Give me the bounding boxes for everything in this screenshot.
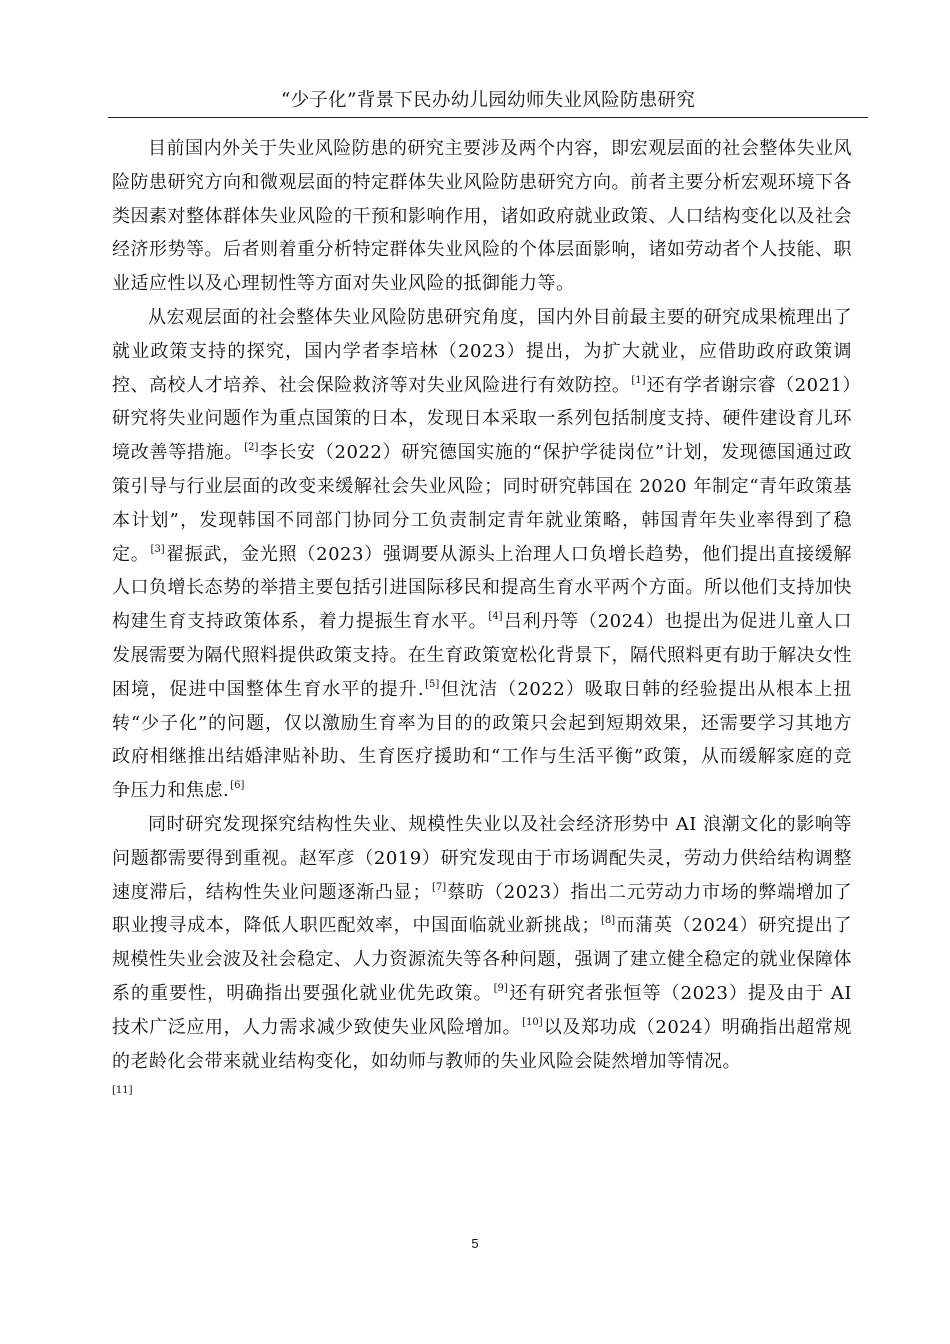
paragraph-text: 同时研究发现探究结构性失业、规模性失业以及社会经济形势中 AI 浪潮文化的影响等问题都需要得到重视。赵军彦（2019）研究发现由于市场调配失灵，劳动力供给结构调整速度滞后，结构性失业问题逐渐凸显； [112, 813, 852, 903]
document-body [112, 132, 852, 1098]
running-header: “少子化”背景下民办幼儿园幼师失业风险防患研究 [108, 88, 868, 118]
paragraph-text: 吕利丹等（2024）也提出为促进儿童人口发展需要为隔代照料提供政策支持。在生育政策宽松化背景下，隔代照料更有助于解决女性困境，促进中国整体生育水平的提升. [112, 611, 853, 700]
paragraph-text: 而蒲英（2024）研究提出了规模性失业会波及社会稳定、人力资源流失等各种问题，强调了建立健全稳定的就业保障体系的重要性，明确指出要强化就业优先政策。 [112, 915, 852, 1004]
paragraph-text: 但沈洁（2022）吸取日韩的经验提出从根本上扭转“少子化”的问题，仅以激励生育率为目的的政策只会起到短期效果，还需要学习其地方政府相继推出结婚津贴补助、生育医疗援助和“工作与生活平衡”政策，从而缓解家庭的竞争压力和焦虑. [112, 678, 852, 802]
citation-reference[interactable]: [6] [230, 780, 245, 792]
citation-reference[interactable]: [9] [493, 982, 508, 994]
citation-reference[interactable]: [10] [522, 1016, 543, 1028]
paragraph-text: 还有学者谢宗睿（2021）研究将失业问题作为重点国策的日本，发现日本采取一系列包括制度支持、硬件建设育儿环境改善等措施。 [112, 374, 853, 464]
page-number: 5 [471, 1236, 479, 1251]
paragraph-text: 翟振武，金光照（2023）强调要从源头上治理人口负增长趋势，他们提出直接缓解人口负增长态势的举措主要包括引进国际移民和提高生育水平两个方面。所以他们支持加快构建生育支持政策体系，着力提振生育水平。 [112, 543, 852, 633]
body-paragraph [112, 301, 852, 808]
citation-reference[interactable]: [7] [431, 881, 447, 893]
citation-reference[interactable]: [5] [425, 678, 440, 690]
citation-reference[interactable]: [8] [600, 915, 616, 927]
body-paragraph [112, 808, 852, 1078]
paragraph-text: 蔡昉（2023）指出二元劳动力市场的弊端增加了职业搜寻成本，降低人职匹配效率，中国面临就业新挑战； [112, 881, 852, 937]
citation-reference[interactable]: [3] [150, 543, 165, 555]
paragraph-text: 从宏观层面的社会整体失业风险防患研究角度，国内外目前最主要的研究成果梳理出了就业政策支持的探究，国内学者李培林（2023）提出，为扩大就业，应借助政府政策调控、高校人才培养、社会保险救济等对失业风险进行有效防控。 [112, 306, 852, 396]
citation-reference[interactable]: [2] [244, 442, 259, 454]
paragraph-text: 目前国内外关于失业风险防患的研究主要涉及两个内容，即宏观层面的社会整体失业风险防患研究方向和微观层面的特定群体失业风险防患研究方向。前者主要分析宏观环境下各类因素对整体群体失业风险的干预和影响作用，诸如政府就业政策、人口结构变化以及社会经济形势等。后者则着重分析特定群体失业风险的个体层面影响，诸如劳动者个人技能、职业适应性以及心理韧性等方面对失业风险的抵御能力等。 [112, 138, 852, 295]
paragraph-text: 以及郑功成（2024）明确指出超常规的老龄化会带来就业结构变化，如幼师与教师的失业风险会陡然增加等情况。 [112, 1016, 852, 1072]
paragraph-text: 还有研究者张恒等（2023）提及由于 AI 技术广泛应用，人力需求减少致使失业风险增加。 [112, 982, 852, 1038]
citation-reference[interactable]: [1] [631, 374, 646, 386]
body-paragraph [112, 132, 852, 301]
citation-reference[interactable]: [4] [488, 611, 503, 623]
paragraph-text: 李长安（2022）研究德国实施的“保护学徒岗位”计划，发现德国通过政策引导与行业层面的改变来缓解社会失业风险；同时研究韩国在 2020 年制定“青年政策基本计划”，发现韩国不同部门协同分工负责制定青年就业策略，韩国青年失业率得到了稳定。 [112, 442, 853, 565]
trailing-citation-reference[interactable]: [11] [112, 1085, 133, 1097]
